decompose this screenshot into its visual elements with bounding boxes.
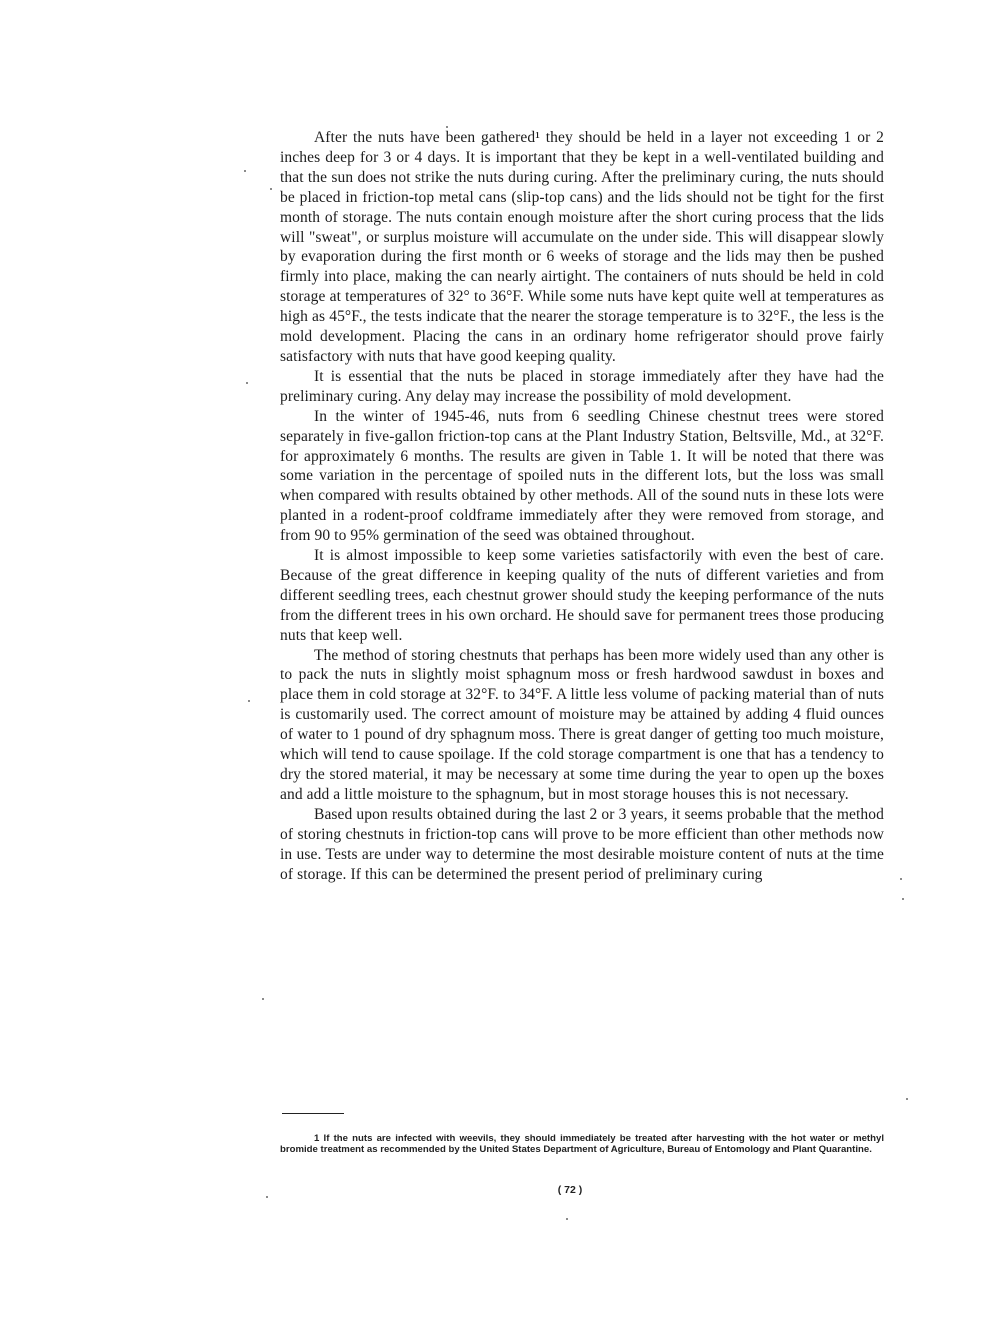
- scan-speck: [266, 1196, 268, 1198]
- scan-speck: [566, 1218, 568, 1220]
- scan-speck: [262, 998, 264, 1000]
- scan-speck: [906, 1098, 908, 1100]
- footnote: 1 If the nuts are infected with weevils, they should immediately be treated after harvesting with the hot water or methyl bromide treatment as recommended by the United States Department of Agriculture, Bureau of Entomology and Plant Quarantine.: [280, 1133, 884, 1155]
- scan-speck: [248, 700, 250, 702]
- paragraph-immediate-storage: It is essential that the nuts be placed in storage immediately after they have had the preliminary curing. Any delay may increase the possibility of mold development.: [280, 367, 884, 405]
- scan-speck: [446, 126, 448, 128]
- paragraph-winter-test: In the winter of 1945-46, nuts from 6 seedling Chinese chestnut trees were stored separately in five-gallon friction-top cans at the Plant Industry Station, Beltsville, Md., at 32°F. for approximately 6 months. The results are given in Table 1. It will be noted that there was some variation in the percentage of spoiled nuts in the different lots, but the loss was small when compared with results obtained by other methods. All of the sound nuts in these lots were planted in a rodent-proof coldframe immediately after they were removed from storage, and from 90 to 95% germination of the seed was obtained throughout.: [280, 407, 884, 545]
- page-number: ( 72 ): [557, 1184, 583, 1196]
- scan-speck: [246, 382, 248, 384]
- body-text: [280, 128, 884, 884]
- scan-speck: [270, 188, 272, 190]
- scan-speck: [244, 170, 246, 172]
- footnote-rule: [282, 1113, 344, 1114]
- paragraph-curing: After the nuts have been gathered¹ they should be held in a layer not exceeding 1 or 2 inches deep for 3 or 4 days. It is important that they be kept in a well-ventilated building and that the sun does not strike the nuts during curing. After the preliminary curing, the nuts should be placed in friction-top metal cans (slip-top cans) and the lids should not be tight for the first month of storage. The nuts contain enough moisture after the short curing process that the lids will "sweat", or surplus moisture will accumulate on the under side. This will disappear slowly by evaporation during the first month or 6 weeks of storage and the lids may then be pushed firmly into place, making the can nearly airtight. The containers of nuts should be held in cold storage at temperatures of 32° to 36°F. While some nuts have kept quite well at temperatures as high as 45°F., the tests indicate that the nearer the storage temperature is to 32°F., the less is the mold development. Placing the cans in an ordinary home refrigerator should prove fairly satisfactory with nuts that have good keeping quality.: [280, 129, 884, 365]
- scan-speck: [902, 898, 904, 900]
- scan-speck: [900, 878, 902, 880]
- paragraph-sphagnum-method: The method of storing chestnuts that perhaps has been more widely used than any other is to pack the nuts in slightly moist sphagnum moss or fresh hardwood sawdust in boxes and place them in cold storage at 32°F. to 34°F. A little less volume of packing material than of nuts is customarily used. The correct amount of moisture may be attained by adding 4 fluid ounces of water to 1 pound of dry sphagnum moss. There is great danger of getting too much moisture, which will tend to cause spoilage. If the cold storage compartment is one that has a tendency to dry the stored material, it may be necessary at some time during the year to open up the boxes and add a little moisture to the sphagnum, but in most storage houses this is not necessary.: [280, 646, 884, 803]
- paragraph-varieties: It is almost impossible to keep some varieties satisfactorily with even the best of care. Because of the great difference in keeping quality of the nuts of different varieties and from different seedling trees, each chestnut grower should study the keeping performance of the nuts from the different trees in his own orchard. He should save for permanent trees those producing nuts that keep well.: [280, 547, 884, 644]
- paragraph-friction-top-cans: Based upon results obtained during the last 2 or 3 years, it seems probable that the method of storing chestnuts in friction-top cans will prove to be more efficient than other methods now in use. Tests are under way to determine the most desirable moisture content of nuts at the time of storage. If this can be determined the present period of preliminary curing: [280, 805, 884, 883]
